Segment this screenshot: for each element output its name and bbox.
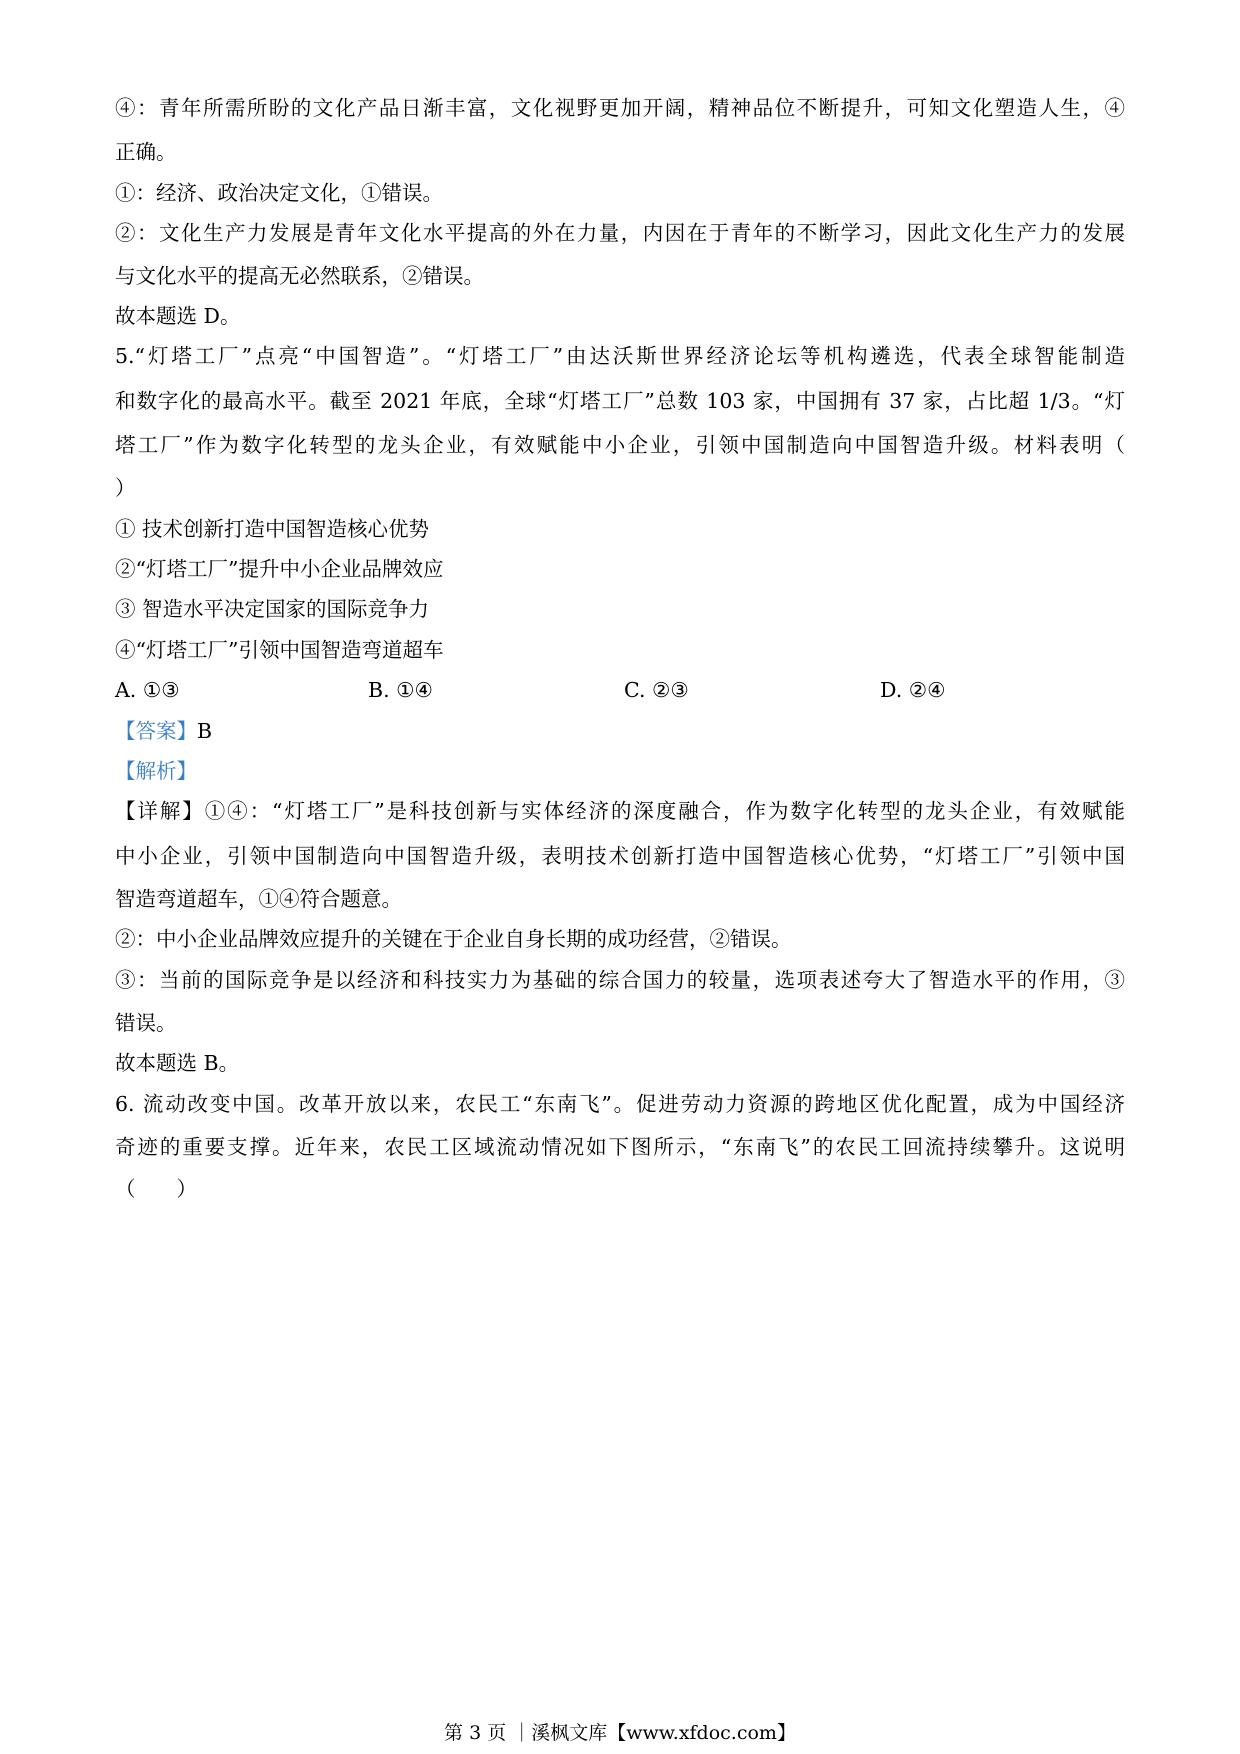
question-6-stem: （ ）: [115, 1177, 197, 1201]
statement-3: ③ 智造水平决定国家的国际竞争力: [115, 597, 430, 621]
statement-2: ②“灯塔工厂”提升中小企业品牌效应: [115, 557, 444, 581]
text-line: ②：文化生产力发展是青年文化水平提高的外在力量，内因在于青年的不断学习，因此文化生产力的发展: [115, 221, 1125, 245]
detail-line: 中小企业，引领中国制造向中国智造升级，表明技术创新打造中国智造核心优势，“灯塔工厂”引领中国: [115, 844, 1125, 868]
text-line: 与文化水平的提高无必然联系，②错误。: [115, 264, 484, 288]
detail-line: 智造弯道超车，①④符合题意。: [115, 887, 402, 911]
text-line: ①：经济、政治决定文化，①错误。: [115, 181, 443, 205]
detail-line: 错误。: [115, 1011, 177, 1035]
answer: [115, 717, 1125, 745]
question-5-stem: 塔工厂”作为数字化转型的龙头企业，有效赋能中小企业，引领中国制造向中国智造升级。材料表明（: [115, 433, 1125, 457]
statement-1: ① 技术创新打造中国智造核心优势: [115, 517, 430, 541]
text-line: 正确。: [115, 140, 177, 164]
statement-4: ④“灯塔工厂”引领中国智造弯道超车: [115, 638, 444, 662]
answer-value: B: [197, 719, 213, 743]
detail-line: 【详解】①④：“灯塔工厂”是科技创新与实体经济的深度融合，作为数字化转型的龙头企业，有效赋能: [115, 799, 1125, 823]
text-line: 故本题选 D。: [115, 304, 241, 328]
question-5-stem: 和数字化的最高水平。截至 2021 年底，全球“灯塔工厂”总数 103 家，中国拥有 37 家，占比超 1/3。“灯: [115, 389, 1125, 413]
option-d: D. ②④: [880, 678, 946, 702]
detail-line: 故本题选 B。: [115, 1051, 240, 1075]
analysis-label: 【解析】: [115, 759, 197, 783]
question-6-stem: 6. 流动改变中国。改革开放以来，农民工“东南飞”。促进劳动力资源的跨地区优化配置，成为中国经济: [115, 1092, 1125, 1116]
question-6-stem: 奇迹的重要支撑。近年来，农民工区域流动情况如下图所示，“东南飞”的农民工回流持续攀升。这说明: [115, 1135, 1125, 1159]
question-5-stem: 5.“灯塔工厂”点亮“中国智造”。“灯塔工厂”由达沃斯世界经济论坛等机构遴选，代表全球智能制造: [115, 344, 1125, 368]
question-5-stem: ）: [115, 476, 136, 500]
answer-label: 【答案】: [115, 719, 197, 743]
detail-line: ②：中小企业品牌效应提升的关键在于企业自身长期的成功经营，②错误。: [115, 927, 792, 951]
detail-line: ③：当前的国际竞争是以经济和科技实力为基础的综合国力的较量，选项表述夸大了智造水平的作用，③: [115, 968, 1125, 992]
option-a: A. ①③: [115, 678, 180, 702]
text-line: ④：青年所需所盼的文化产品日渐丰富，文化视野更加开阔，精神品位不断提升，可知文化塑造人生，④: [115, 96, 1125, 120]
page-footer: 第 3 页 ｜溪枫文库【www.xfdoc.com】: [444, 1722, 796, 1744]
option-b: B. ①④: [368, 678, 433, 702]
option-c: C. ②③: [624, 678, 689, 702]
